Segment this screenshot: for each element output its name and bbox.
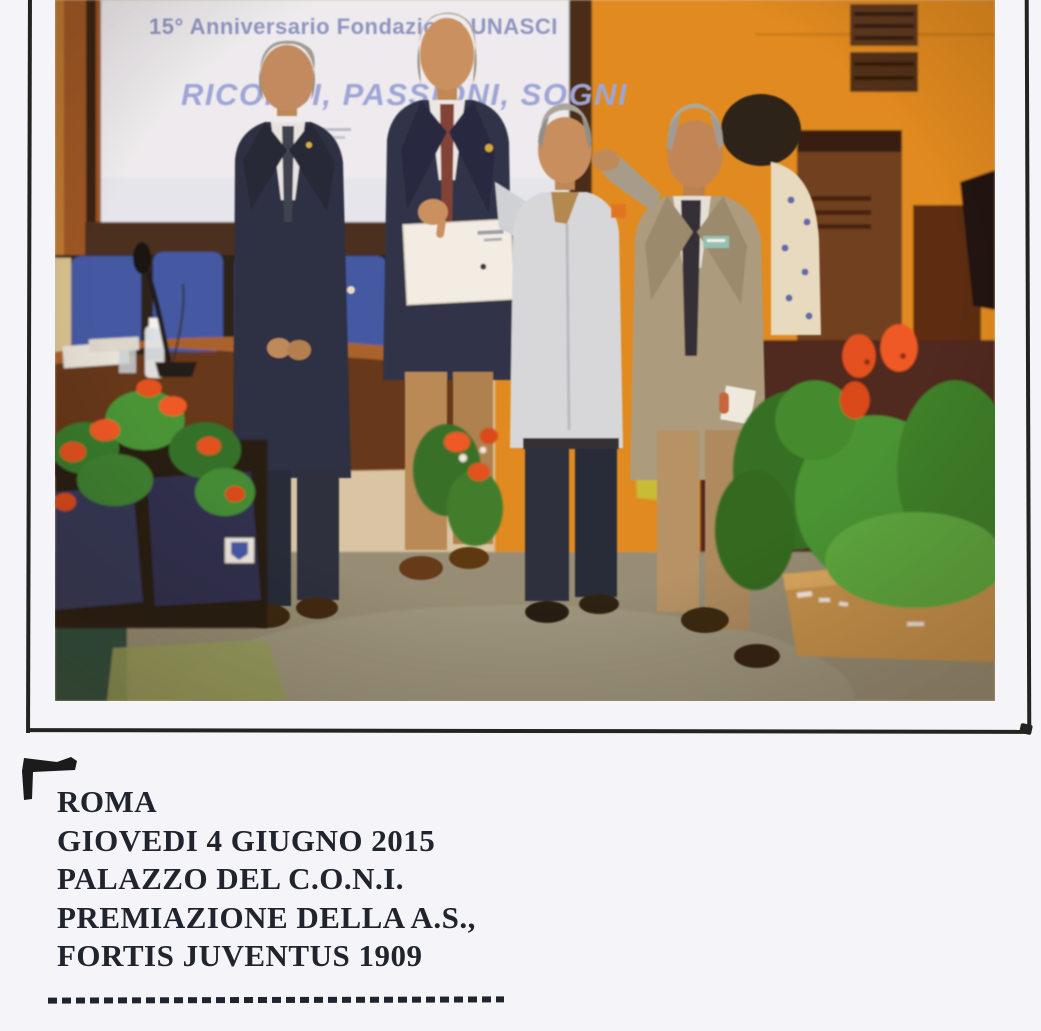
photo-frame-bottom [27, 728, 1031, 734]
dashed-divider [48, 996, 504, 1003]
photo-caption [57, 783, 476, 976]
caption-line-date: GIOVEDI 4 GIUGNO 2015 [57, 822, 436, 858]
caption-line-event: PREMIAZIONE DELLA A.S., [57, 899, 476, 935]
caption-line-city: ROMA [57, 784, 158, 819]
ceremony-photo-art [55, 0, 995, 701]
caption-line-club: FORTIS JUVENTUS 1909 [57, 938, 423, 973]
caption-line-venue: PALAZZO DEL C.O.N.I. [57, 861, 405, 896]
ceremony-photo [55, 0, 995, 701]
photo-frame-left [26, 0, 32, 733]
photo-frame-right [1025, 0, 1032, 733]
photo-frame-corner-blob [1019, 723, 1033, 735]
